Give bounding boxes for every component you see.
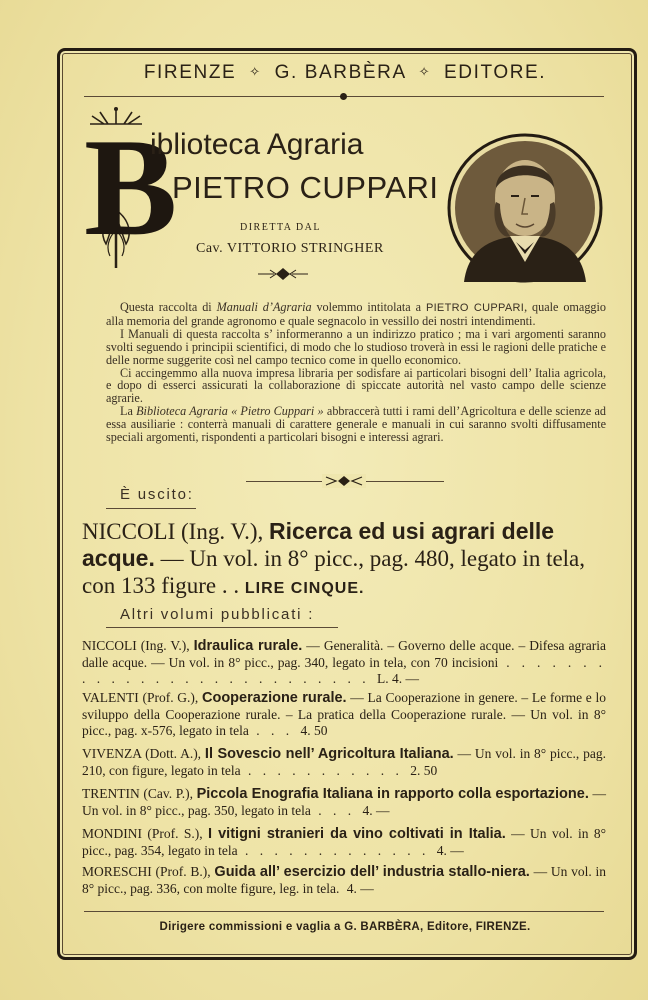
volume-title: Cooperazione rurale. [202,690,347,706]
intro-p1-text-b: volemmo intitolata a [311,300,426,314]
list-item [82,746,606,779]
publisher-header [60,62,630,84]
label-underline [106,627,338,628]
volume-author: MONDINI (Prof. S.), [82,826,209,841]
volume-desc: — Un vol. in 8° picc., pag. 354, legato in tela [82,826,607,858]
volume-title: Il Sovescio nell’ Agricoltura Italiana. [204,746,454,762]
volume-price: 4. — [346,880,374,896]
divider-ornament-icon [322,474,366,488]
intro-p1-text: Questa raccolta di [120,300,217,314]
volume-desc: — Generalità. – Governo delle acque. – Difesa agraria dalle acque. — Un vol. in 8° picc., pag. 340, legato in tela, con 70 incisioni [82,638,606,670]
directed-by-label: DIRETTA DAL [240,222,321,233]
intro-p1-name: PIETRO CUPPARI [425,302,525,314]
featured-desc: — Un vol. in 8° picc., pag. 480, legato in tela, con 133 figure . . [82,546,586,598]
featured-title: Ricerca ed usi agrari delle acque. [82,518,555,571]
intro-p4-italic: Biblioteca Agraria « Pietro Cuppari » [136,404,324,419]
portrait-medallion [446,132,604,284]
volume-title: Guida all’ esercizio dell’ industria stallo-niera. [214,864,530,880]
volume-price: 4. — [436,842,464,858]
footer-note: Dirigere commissioni e vaglia a G. BARBÈRA, Editore, FIRENZE. [159,921,531,933]
director-name: Cav. VITTORIO STRINGHER [196,241,384,256]
flourish-ornament-icon [256,266,310,282]
dot-leader: . . . . . . . . . . . . . . . . . . . . . . . . . . . [82,654,606,686]
volume-author: MORESCHI (Prof. B.), [82,864,215,879]
dot-leader: . . . . . . . . . . . . . [237,842,437,858]
list-item [82,826,606,859]
header-publisher: G. BARBÈRA [274,62,406,83]
volume-desc: — La Cooperazione in genere. – Le forme e lo sviluppo della Cooperazione rurale. – La pratica della Cooperazione rurale. — Un vol. in 8° picc., pag. x-576, legato in tela [82,690,606,738]
volume-title: Idraulica rurale. [193,638,303,654]
list-item [82,864,606,897]
list-item [82,786,606,819]
featured-book [82,518,606,602]
featured-author: NICCOLI (Ing. V.), [82,519,269,544]
volume-desc: — Un vol. in 8° picc., pag. 336, con molte figure, leg. in tela. [82,864,606,896]
volume-price: 4. — [362,802,390,818]
rule-dot [340,93,347,100]
list-item [82,690,606,740]
ornament-icon: ✧ [418,64,432,79]
dot-leader: . . . . . . . . . . . [240,762,411,778]
volume-author: TRENTIN (Cav. P.), [82,786,197,801]
volume-price: L. 4. — [377,671,419,686]
intro-p3: Ci accingemmo alla nuova impresa libraria per sodisfare ai particolari bisogni dell’ Italia agricola, e dopo di esserci assicurati la collaborazione di spiccate autorità nel vasto campo delle scienze agrarie. [106,365,606,406]
series-title: iblioteca Agraria [150,128,364,161]
volume-author: VIVENZA (Dott. A.), [82,746,205,761]
drop-cap-initial: B [84,110,174,265]
dot-leader: . . . [248,723,301,738]
dot-leader [339,881,346,896]
intro-p2: I Manuali di questa raccolta s’ informeranno a un indirizzo pratico ; ma i vari argomenti saranno svolti seguendo i principii scientifici, di modo che lo studioso troverà in essi le ragioni delle pratiche e delle norme suggerite così nel campo tecnico come in quello economico. [106,326,606,367]
header-editore: EDITORE. [443,62,547,83]
footer-rule [84,911,604,912]
volume-desc: — Un vol. in 8° picc., pag. 350, legato in tela [82,786,606,818]
dot-leader: . . . [310,802,363,818]
volume-title: Piccola Enografia Italiana in rapporto colla esportazione. [196,786,589,802]
volume-price: 2. 50 [410,762,438,778]
list-item [82,638,606,688]
intro-p4-text-b: abbraccerà tutti i rami dell’Agricoltura e delle scienze ad essa ausiliarie : conterrà manuali di carattere generale e manuali in cui saranno svolti diffusamente speciali argomenti, rispondenti a particolari bisogni e interessi agrari. [106,404,606,445]
ornament-icon: ✧ [249,64,262,79]
label-underline [106,508,196,509]
volume-author: NICCOLI (Ing. V.), [82,638,194,653]
published-label: È uscito: [120,486,194,503]
featured-price: LIRE CINQUE. [244,580,365,597]
volume-title: I vitigni stranieri da vino coltivati in Italia. [208,826,506,842]
intro-text [106,301,606,444]
intro-p4-text: La [120,404,137,419]
volume-author: VALENTI (Prof. G.), [82,690,202,705]
intro-p1-italic: Manuali d’Agraria [216,300,312,314]
volume-price: 4. 50 [300,723,328,738]
header-city: FIRENZE [143,62,237,83]
volume-desc: — Un vol. in 8° picc., pag. 210, con figure, legato in tela [82,746,606,778]
others-label: Altri volumi pubblicati : [120,606,315,623]
intro-p1-text-c: , quale omaggio alla memoria del grande agronomo e quale segnacolo in vessillo dei nostri intendimenti. [106,300,606,328]
series-name: PIETRO CUPPARI [172,170,439,205]
